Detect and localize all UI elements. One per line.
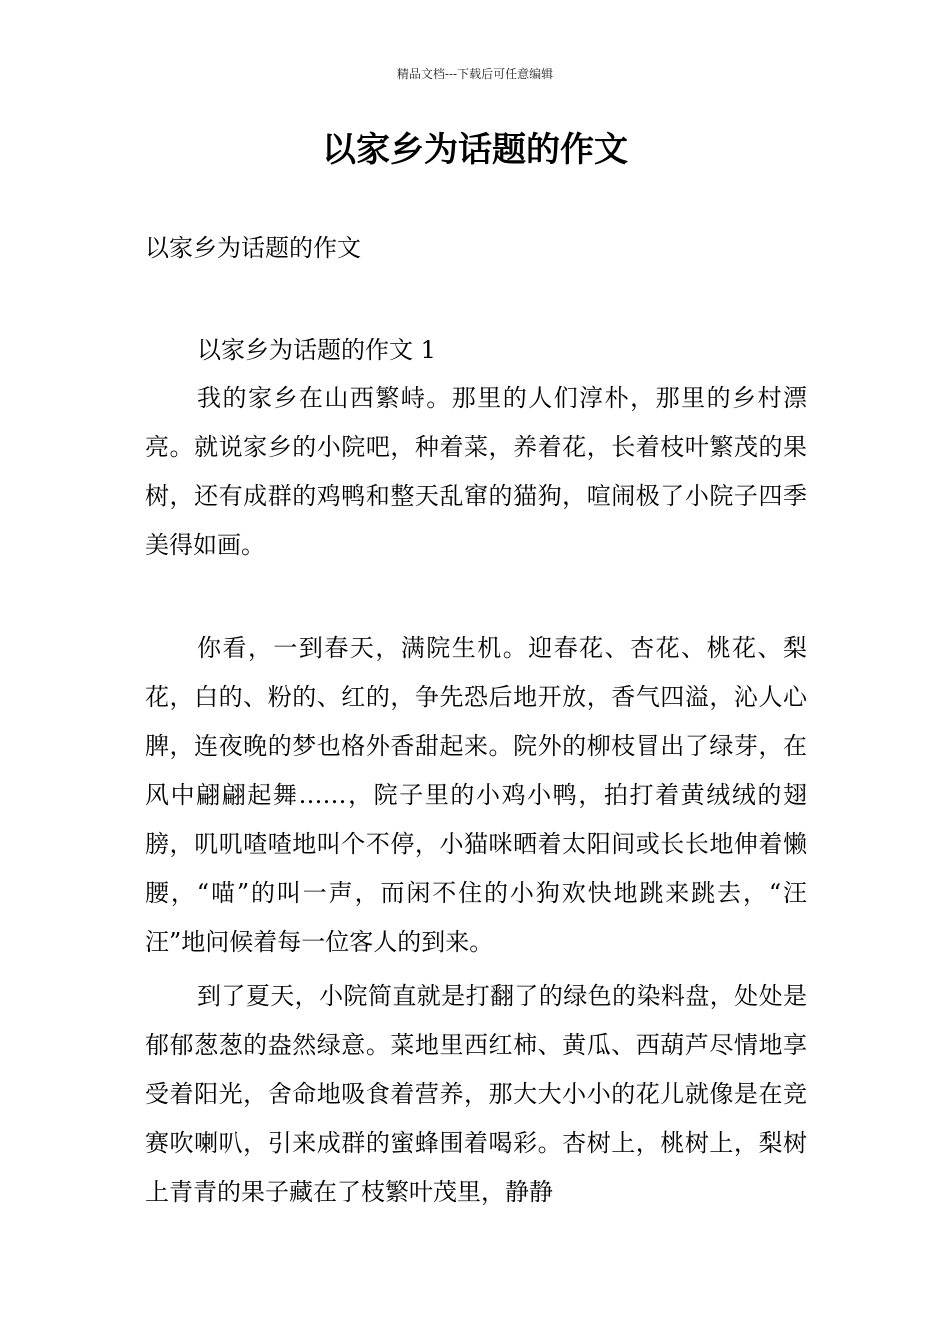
paragraph-1: 我的家乡在山西繁峙。那里的人们淳朴，那里的乡村漂亮。就说家乡的小院吧，种着菜，养着花，长着枝叶繁茂的果树，还有成群的鸡鸭和整天乱窜的猫狗，喧闹极了小院子四季美得如画。 <box>145 384 807 559</box>
paragraph-2: 你看，一到春天，满院生机。迎春花、杏花、桃花、梨花，白的、粉的、红的，争先恐后地开放，香气四溢，沁人心脾，连夜晚的梦也格外香甜起来。院外的柳枝冒出了绿芽，在风中翩翩起舞……，院子里的小鸡小鸭，拍打着黄绒绒的翅膀，叽叽喳喳地叫个不停，小猫咪晒着太阳间或长长地伸着懒腰，“喵”的叫一声，而闲不住的小狗欢快地跳来跳去，“汪汪”地问候着每一位客人的到来。 <box>145 634 807 956</box>
paragraph-3: 到了夏天，小院简直就是打翻了的绿色的染料盘，处处是郁郁葱葱的盎然绿意。菜地里西红柿、黄瓜、西葫芦尽情地享受着阳光，舍命地吸食着营养，那大大小小的花儿就像是在竞赛吹喇叭，引来成群的蜜蜂围着喝彩。杏树上，桃树上，梨树上青青的果子藏在了枝繁叶茂里，静静 <box>145 982 807 1206</box>
document-title: 以家乡为话题的作文 <box>322 130 628 170</box>
document-subtitle: 以家乡为话题的作文 <box>145 234 361 262</box>
section-heading: 以家乡为话题的作文 1 <box>197 336 436 364</box>
header-note: 精品文档---下载后可任意编辑 <box>396 67 554 81</box>
